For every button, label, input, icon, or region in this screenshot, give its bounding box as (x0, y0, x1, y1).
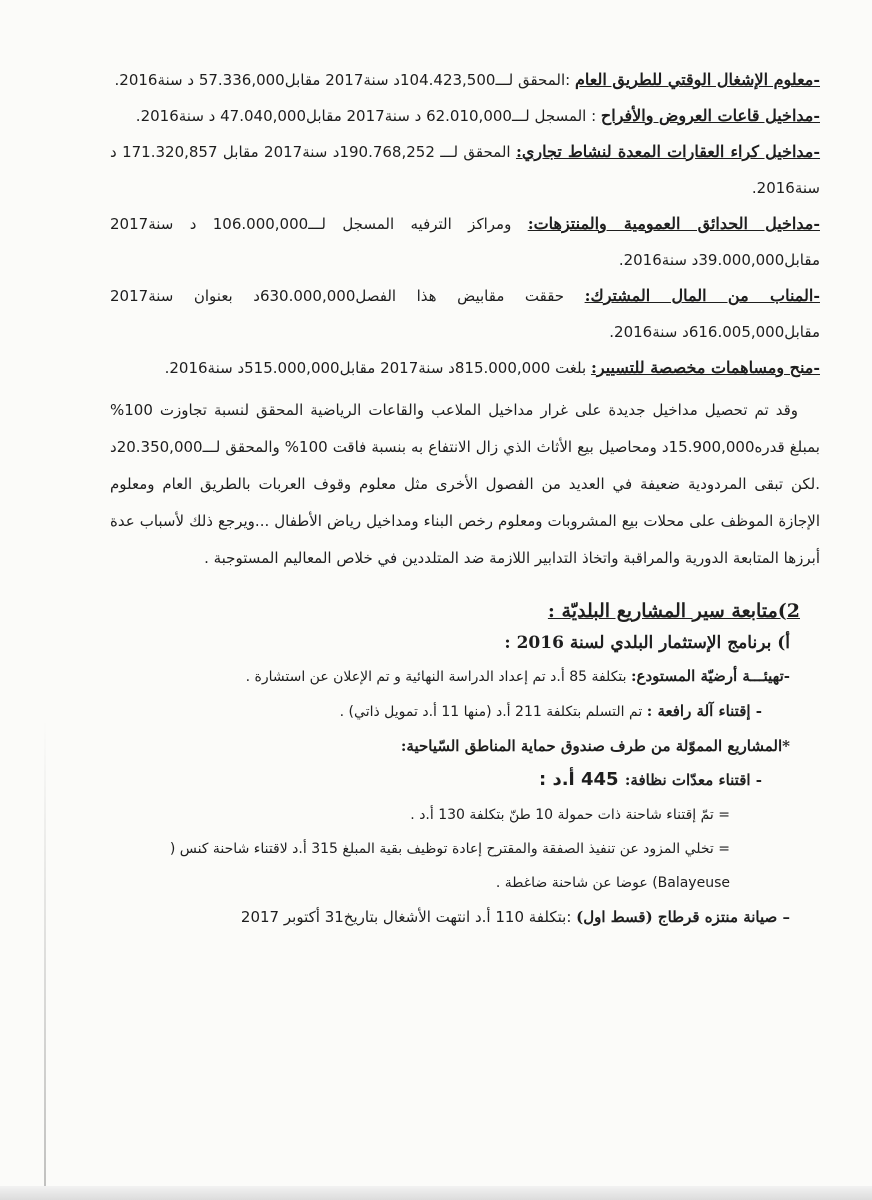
bullet-supplier-withdrawal: = تخلي المزود عن تنفيذ الصفقة والمقترح إعادة توظيف بقية المبلغ 315 أ.د لاقتناء شاحنة كنس ( Balayeuse) عوضا عن شاحنة ضاغطة . (169, 841, 730, 891)
project-carthage-park: – صيانة منتزه قرطاج (قسط اول) :بتكلفة 110 أ.د انتهت الأشغال بتاريخ31 أكتوبر 2017 (240, 908, 790, 926)
revenue-item-temporary-occupation: -معلوم الإشغال الوقتي للطريق العام :المحقق لـــ104.423,500د سنة2017 مقابل57.336,000 د سنة2016. (114, 70, 820, 89)
subheading-investment-program: أ) برنامج الإستثمار البلدي لسنة 2016 : (504, 633, 790, 653)
project-crane-machine: - إقتناء آلة رافعة : تم التسلم بتكلفة 211 أ.د (منها 11 أ.د تمويل ذاتي) . (339, 702, 762, 720)
project-depot-floor: -تهيئـــة أرضيّة المستودع: بتكلفة 85 أ.د تم إعداد الدراسة النهائية و تم الإعلان عن استشارة . (245, 667, 790, 685)
revenue-item-event-halls: -مداخيل قاعات العروض والأفراح : المسجل لـــ62.010,000 د سنة2017 مقابل47.040,000 د سنة2016. (135, 106, 820, 125)
project-cleaning-equipment: - اقتناء معدّات نظافة: 445 أ.د : (539, 769, 762, 790)
scan-bottom-edge (0, 1186, 872, 1200)
funded-projects-heading: *المشاريع المموّلة من طرف صندوق حماية المناطق السّياحية: (400, 737, 790, 755)
bullet-truck-purchase: = تمّ إقتناء شاحنة ذات حمولة 10 طنّ بتكلفة 130 أ.د . (410, 807, 730, 823)
section-heading-projects: 2)متابعة سير المشاريع البلديّة : (547, 600, 800, 622)
new-revenues-paragraph: وقد تم تحصيل مداخيل جديدة على غرار مداخيل الملاعب والقاعات الرياضية المحقق لنسبة تجاوزت 100% بمبلغ قدره15.900,000د ومحاصيل بيع الأثاث الذي زال الانتفاع به بنسبة فاقت 100% والمحقق لـــ20.350,000د .لكن تبقى المردودية ضعيفة في العديد من الفصول الأخرى مثل معلوم وقوف العربات بالطريق العام ومعلوم الإجازة الموظف على محلات بيع المشروبات ومعلوم رخص البناء ومداخيل رياض الأطفال ...ويرجع ذلك لأسباب عدة أبرزها المتابعة الدورية والمراقبة واتخاذ التدابير اللازمة ضد المتلددين في خلاص المعاليم المستوجبة . (110, 401, 820, 567)
revenue-item-public-parks: -مداخيل الحدائق العمومية والمنتزهات: ومراكز الترفيه المسجل لـــ106.000,000 د سنة2017 مقابل39.000,000د سنة2016. (110, 214, 820, 269)
revenue-item-common-fund: -المناب من المال المشترك: حققت مقابيض هذا الفصل630.000,000د بعنوان سنة2017 مقابل616.005,000د سنة2016. (110, 286, 820, 341)
revenue-item-operating-grants: -منح ومساهمات مخصصة للتسيير: بلغت 815.000,000د سنة2017 مقابل515.000,000د سنة2016. (164, 358, 820, 377)
page-shadow-edge (44, 0, 46, 1200)
document-body (110, 62, 820, 934)
revenue-item-commercial-rent: -مداخيل كراء العقارات المعدة لنشاط تجاري: المحقق لـــ 190.768,252د سنة2017 مقابل 171.320,857 د سنة2016. (110, 142, 821, 197)
